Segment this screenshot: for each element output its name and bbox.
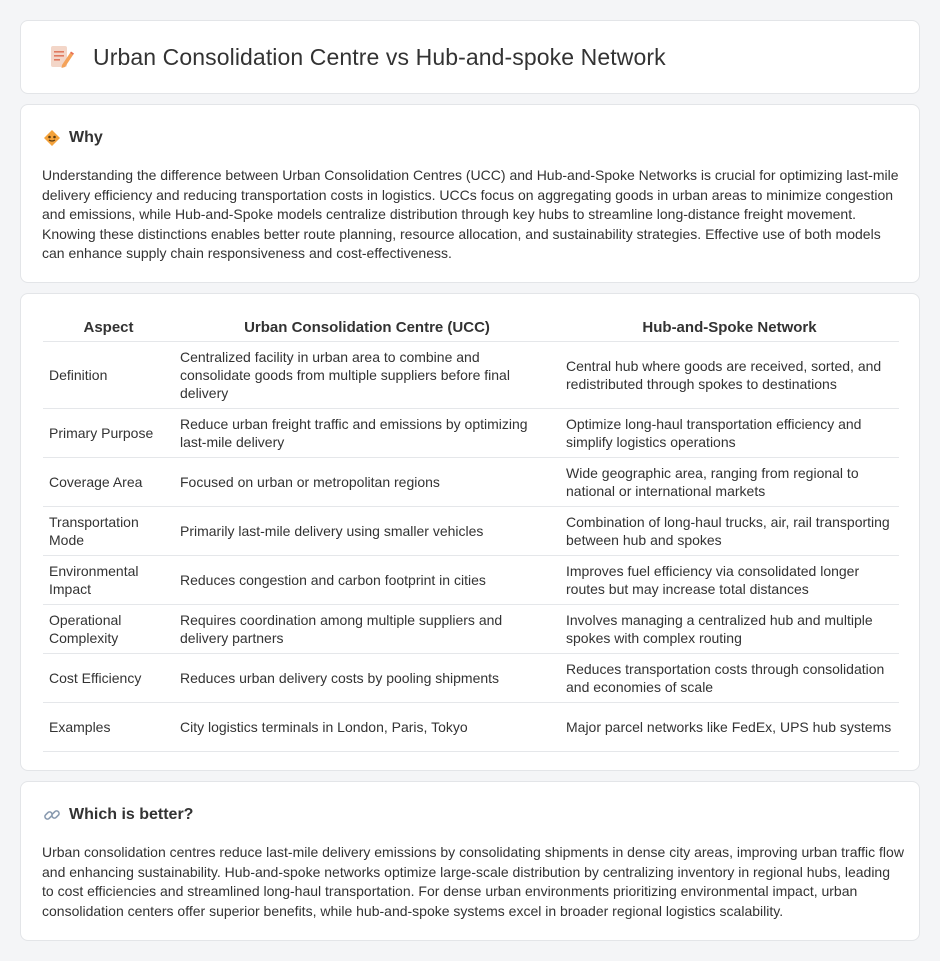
diamond-warning-icon (43, 129, 61, 147)
cell-ucc: Focused on urban or metropolitan regions (174, 458, 560, 507)
cell-aspect: Cost Efficiency (43, 654, 174, 703)
cell-aspect: Examples (43, 703, 174, 752)
cell-ucc: Reduces congestion and carbon footprint in cities (174, 556, 560, 605)
header-ucc: Urban Consolidation Centre (UCC) (174, 314, 560, 342)
table-row (43, 605, 899, 654)
cell-hub: Reduces transportation costs through consolidation and economies of scale (560, 654, 899, 703)
cell-aspect: Coverage Area (43, 458, 174, 507)
why-section (20, 104, 920, 283)
cell-ucc: Primarily last-mile delivery using smaller vehicles (174, 507, 560, 556)
comparison-table (43, 314, 899, 752)
cell-hub: Wide geographic area, ranging from regional to national or international markets (560, 458, 899, 507)
table-row (43, 654, 899, 703)
better-heading-row (43, 806, 193, 824)
cell-ucc: City logistics terminals in London, Paris, Tokyo (174, 703, 560, 752)
cell-hub: Improves fuel efficiency via consolidated longer routes but may increase total distances (560, 556, 899, 605)
table-row (43, 556, 899, 605)
cell-ucc: Reduce urban freight traffic and emissions by optimizing last-mile delivery (174, 409, 560, 458)
title-row (47, 43, 666, 71)
cell-aspect: Primary Purpose (43, 409, 174, 458)
why-heading: Why (69, 129, 103, 146)
document-pencil-icon (47, 43, 75, 71)
cell-aspect: Environmental Impact (43, 556, 174, 605)
cell-aspect: Definition (43, 342, 174, 409)
why-heading-row (43, 129, 103, 147)
why-text: Understanding the difference between Urban Consolidation Centres (UCC) and Hub-and-Spoke Networks is crucial for optimizing last-mile delivery efficiency and reducing transportation costs in logistics. UCCs focus on aggregating goods in urban areas to minimize congestion and emissions, while Hub-and-Spoke models centralize distribution through key hubs to streamline long-distance freight movement. Knowing these distinctions enables better route planning, resource allocation, and sustainability strategies. Effective use of both models can enhance supply chain responsiveness and cost-effectiveness. (42, 167, 899, 261)
table-row (43, 409, 899, 458)
cell-hub: Involves managing a centralized hub and multiple spokes with complex routing (560, 605, 899, 654)
cell-hub: Combination of long-haul trucks, air, rail transporting between hub and spokes (560, 507, 899, 556)
page-title: Urban Consolidation Centre vs Hub-and-spoke Network (93, 43, 666, 70)
header-aspect: Aspect (43, 314, 174, 342)
cell-aspect: Operational Complexity (43, 605, 174, 654)
link-icon (43, 806, 61, 824)
table-row (43, 458, 899, 507)
table-row (43, 342, 899, 409)
cell-hub: Optimize long-haul transportation efficiency and simplify logistics operations (560, 409, 899, 458)
cell-ucc: Requires coordination among multiple suppliers and delivery partners (174, 605, 560, 654)
table-row (43, 507, 899, 556)
table-row (43, 703, 899, 752)
cell-aspect: Transportation Mode (43, 507, 174, 556)
cell-ucc: Centralized facility in urban area to combine and consolidate goods from multiple suppliers before final delivery (174, 342, 560, 409)
comparison-section (20, 293, 920, 771)
title-card (20, 20, 920, 94)
better-text: Urban consolidation centres reduce last-mile delivery emissions by consolidating shipments in dense city areas, improving urban traffic flow and enhancing sustainability. Hub-and-spoke networks optimize large-scale distribution by centralizing inventory in regional hubs, leading to cost efficiencies and streamlined long-haul transportation. For dense urban environments prioritizing environmental impact, urban consolidation centers offer superior benefits, while hub-and-spoke systems excel in broader regional logistics scalability. (42, 844, 904, 919)
table-header-row (43, 314, 899, 342)
better-heading: Which is better? (69, 806, 194, 823)
cell-ucc: Reduces urban delivery costs by pooling shipments (174, 654, 560, 703)
header-hub: Hub-and-Spoke Network (560, 314, 899, 342)
cell-hub: Major parcel networks like FedEx, UPS hub systems (560, 703, 899, 752)
which-better-section (20, 781, 920, 941)
cell-hub: Central hub where goods are received, sorted, and redistributed through spokes to destinations (560, 342, 899, 409)
